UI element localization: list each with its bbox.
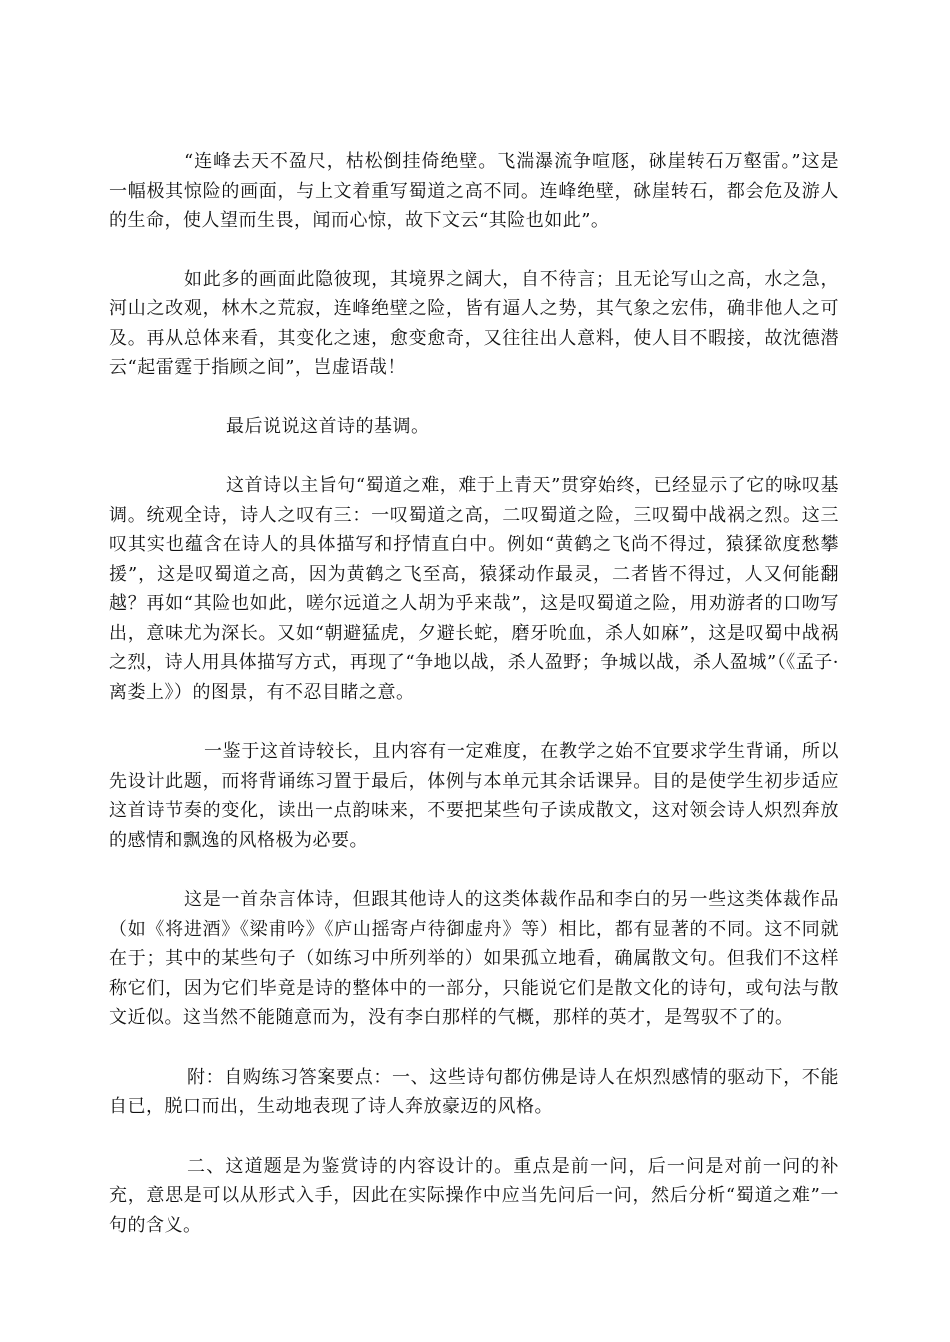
paragraph-2: 如此多的画面此隐彼现，其境界之阔大，自不待言；且无论写山之高，水之急，河山之改观，林木之荒寂，连峰绝壁之险，皆有逼人之势，其气象之宏伟，确非他人之可及。再从总体来看，其变化之速，愈变愈奇，又往往出人意料，使人目不暇接，故沈德潜云“起雷霆于指顾之间”，岂虚语哉！ (109, 268, 839, 378)
document-page (109, 147, 839, 1240)
paragraph-6: 这是一首杂言体诗，但跟其他诗人的这类体裁作品和李白的另一些这类体裁作品（如《将进酒》《梁甫吟》《庐山摇寄卢待御虚舟》等）相比，都有显著的不同。这不同就在于；其中的某些句子（如练习中所列举的）如果孤立地看，确属散文句。但我们不这样称它们，因为它们毕竟是诗的整体中的一部分，只能说它们是散文化的诗句，或句法与散文近似。这当然不能随意而为，没有李白那样的气概，那样的英才，是驾驭不了的。 (109, 889, 839, 1028)
paragraph-8: 二、这道题是为鉴赏诗的内容设计的。重点是前一问，后一问是对前一问的补充，意思是可以从形式入手，因此在实际操作中应当先问后一问，然后分析“蜀道之难”一句的含义。 (109, 1155, 839, 1236)
paragraph-5: 一鉴于这首诗较长，且内容有一定难度，在教学之始不宜要求学生背诵，所以先设计此题，而将背诵练习置于最后，体例与本单元其余话课异。目的是使学生初步适应这首诗节奏的变化，读出一点韵味来，不要把某些句子读成散文，这对领会诗人炽烈奔放的感情和飘逸的风格极为必要。 (109, 741, 839, 851)
paragraph-4: 这首诗以主旨句“蜀道之难，难于上青天”贯穿始终，已经显示了它的咏叹基调。统观全诗，诗人之叹有三：一叹蜀道之高，二叹蜀道之险，三叹蜀中战祸之烈。这三叹其实也蕴含在诗人的具体描写和抒情直白中。例如“黄鹤之飞尚不得过，猿猱欲度愁攀援”，这是叹蜀道之高，因为黄鹤之飞至高，猿猱动作最灵，二者皆不得过，人又何能翻越？再如“其险也如此，嗟尔远道之人胡为乎来哉”，这是叹蜀道之险，用劝游者的口吻写出，意味尤为深长。又如“朝避猛虎，夕避长蛇，磨牙吮血，杀人如麻”，这是叹蜀中战祸之烈，诗人用具体描写方式，再现了“争地以战，杀人盈野；争城以战，杀人盈城”（《孟子·离娄上》）的图景，有不忍目睹之意。 (109, 475, 839, 703)
paragraph-1: “连峰去天不盈尺，枯松倒挂倚绝壁。飞湍瀑流争喧豗，砯崖转石万壑雷。”这是一幅极其惊险的画面，与上文着重写蜀道之高不同。连峰绝壁，砯崖转石，都会危及游人的生命，使人望而生畏，闻而心惊，故下文云“其险也如此”。 (109, 151, 839, 231)
paragraph-7: 附：自购练习答案要点：一、这些诗句都仿佛是诗人在炽烈感情的驱动下，不能自已，脱口而出，生动地表现了诗人奔放豪迈的风格。 (109, 1066, 839, 1117)
paragraph-3: 最后说说这首诗的基调。 (226, 415, 430, 437)
